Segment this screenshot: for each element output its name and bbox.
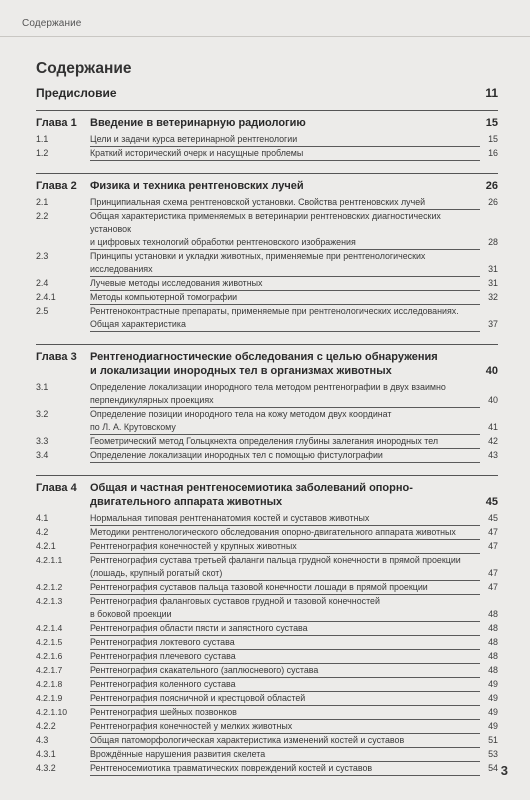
entry-page: 48 xyxy=(488,609,498,619)
entry-page: 48 xyxy=(488,665,498,675)
entry-text xyxy=(90,291,498,305)
entry-number: 4.2.1.2 xyxy=(36,582,63,592)
chapter-rule xyxy=(36,344,498,345)
toc-entry xyxy=(36,250,498,277)
entry-line-text: Рентгенография локтевого сустава xyxy=(90,637,235,647)
entry-line xyxy=(90,449,498,463)
entry-line-text: исследованиях xyxy=(90,264,153,274)
entry-page: 40 xyxy=(488,395,498,405)
entry-text xyxy=(90,133,498,147)
page-number: 3 xyxy=(500,763,508,778)
running-head: Содержание xyxy=(22,18,82,29)
entry-text xyxy=(90,595,498,622)
entry-number: 3.4 xyxy=(36,450,49,460)
toc-entry xyxy=(36,196,498,210)
entry-number: 2.4.1 xyxy=(36,292,56,302)
toc-entry xyxy=(36,622,498,636)
entry-text xyxy=(90,540,498,554)
entry-page: 53 xyxy=(488,749,498,759)
entry-page: 49 xyxy=(488,693,498,703)
entry-text xyxy=(90,636,498,650)
toc-entry xyxy=(36,595,498,622)
toc-entry xyxy=(36,734,498,748)
entry-number: 2.3 xyxy=(36,251,49,261)
entry-page: 48 xyxy=(488,651,498,661)
entry-page: 16 xyxy=(488,148,498,158)
entry-line-text: Определение локализации инородного тела методом рентгенографии в двух взаимно xyxy=(90,382,446,392)
entry-page: 54 xyxy=(488,763,498,773)
entry-number: 1.1 xyxy=(36,134,49,144)
entry-line-text: Методики рентгенологического обследования опорно-двигательного аппарата животных xyxy=(90,527,456,537)
entry-line xyxy=(90,581,498,595)
entry-page: 31 xyxy=(488,264,498,274)
entry-line xyxy=(90,435,498,449)
entry-line xyxy=(90,595,480,608)
preface-label: Предисловие xyxy=(36,86,117,100)
entry-page: 31 xyxy=(488,278,498,288)
entry-page: 49 xyxy=(488,679,498,689)
entry-text xyxy=(90,734,498,748)
entry-number: 2.1 xyxy=(36,197,49,207)
chapter-number: Глава 1 xyxy=(36,117,77,129)
entry-line-text: Краткий исторический очерк и насущные проблемы xyxy=(90,148,304,158)
chapter-page: 26 xyxy=(485,180,498,192)
entry-page: 32 xyxy=(488,292,498,302)
entry-line xyxy=(90,196,498,210)
chapter-heading xyxy=(36,116,498,130)
entry-number: 3.2 xyxy=(36,409,49,419)
entry-line xyxy=(90,277,498,291)
entry-page: 47 xyxy=(488,541,498,551)
entry-text xyxy=(90,196,498,210)
chapter-title-line: Общая и частная рентгеносемиотика заболеваний опорно- xyxy=(90,482,413,494)
entry-text xyxy=(90,277,498,291)
entry-number: 4.2.1.10 xyxy=(36,707,68,717)
chapter-page: 40 xyxy=(485,365,498,377)
entry-page: 49 xyxy=(488,707,498,717)
entry-line-text: Рентгенография суставов пальца тазовой конечности лошади в прямой проекции xyxy=(90,582,428,592)
toc-entry xyxy=(36,381,498,408)
entry-line-text: Рентгенография коленного сустава xyxy=(90,679,236,689)
chapter-number: Глава 2 xyxy=(36,180,77,192)
entry-line-text: и цифровых технологий обработки рентгеновского изображения xyxy=(90,237,356,247)
entry-number: 3.3 xyxy=(36,436,49,446)
chapter-title-line: Введение в ветеринарную радиологию xyxy=(90,117,306,129)
entry-line xyxy=(90,421,498,435)
entry-line xyxy=(90,706,498,720)
entry-line-text: Лучевые методы исследования животных xyxy=(90,278,263,288)
toc-entry xyxy=(36,748,498,762)
entry-line-text: Определение локализации инородных тел с помощью фистулографии xyxy=(90,450,383,460)
entry-number: 3.1 xyxy=(36,382,49,392)
entry-page: 48 xyxy=(488,637,498,647)
entry-text xyxy=(90,650,498,664)
entry-page: 15 xyxy=(488,134,498,144)
entry-text xyxy=(90,748,498,762)
entry-line xyxy=(90,636,498,650)
entry-line xyxy=(90,381,480,394)
entry-line xyxy=(90,720,498,734)
entry-line xyxy=(90,692,498,706)
entry-line xyxy=(90,394,498,408)
entry-line xyxy=(90,318,498,332)
entry-line-text: Принципы установки и укладки животных, применяемые при рентгенологических xyxy=(90,251,426,261)
entry-line-text: Рентгенография плечевого сустава xyxy=(90,651,236,661)
toc-entry xyxy=(36,650,498,664)
entry-line-text: Рентгеноконтрастные препараты, применяемые при рентгенологических исследованиях. xyxy=(90,306,459,316)
entry-text xyxy=(90,147,498,161)
chapter-rule xyxy=(36,475,498,476)
preface-page: 11 xyxy=(485,86,498,100)
entry-text xyxy=(90,622,498,636)
entry-line-text: Рентгенография области пясти и запястного сустава xyxy=(90,623,308,633)
entry-line xyxy=(90,608,498,622)
entry-number: 4.2.1.5 xyxy=(36,637,63,647)
entry-number: 4.2.1.8 xyxy=(36,679,63,689)
entry-line-text: Геометрический метод Гольцкнехта определения глубины залегания инородных тел xyxy=(90,436,439,446)
toc-entry xyxy=(36,133,498,147)
entry-line-text: Рентгенография конечностей у мелких животных xyxy=(90,721,293,731)
entry-line-text: Методы компьютерной томографии xyxy=(90,292,238,302)
chapter-title xyxy=(90,116,472,130)
toc-entry xyxy=(36,408,498,435)
chapter-title xyxy=(90,179,472,193)
chapter-page: 15 xyxy=(485,117,498,129)
preface-entry xyxy=(36,86,498,104)
entry-line-text: Нормальная типовая рентгенанатомия костей и суставов животных xyxy=(90,513,370,523)
chapter-number: Глава 3 xyxy=(36,351,77,363)
entry-text xyxy=(90,408,498,435)
entry-line-text: Определение позиции инородного тела на кожу методом двух координат xyxy=(90,409,392,419)
toc-entry xyxy=(36,540,498,554)
entry-number: 4.3.1 xyxy=(36,749,56,759)
entry-line-text: Общая патоморфологическая характеристика изменений костей и суставов xyxy=(90,735,405,745)
toc-entry xyxy=(36,692,498,706)
toc-entry xyxy=(36,449,498,463)
toc-entry xyxy=(36,706,498,720)
toc-entry xyxy=(36,210,498,250)
chapter-title-line: Физика и техника рентгеновских лучей xyxy=(90,180,304,192)
toc-entry xyxy=(36,720,498,734)
entry-text xyxy=(90,692,498,706)
entry-line xyxy=(90,748,498,762)
entry-text xyxy=(90,554,498,581)
entry-line-text: Рентгенография конечностей у крупных животных xyxy=(90,541,297,551)
chapter-heading xyxy=(36,481,498,509)
toc-entry xyxy=(36,435,498,449)
toc-entry xyxy=(36,305,498,332)
chapter-title xyxy=(90,481,472,509)
entry-line-text: в боковой проекции xyxy=(90,609,172,619)
entry-line xyxy=(90,540,498,554)
chapter-heading xyxy=(36,179,498,193)
chapter-title-line: двигательного аппарата животных xyxy=(90,496,283,508)
entry-line xyxy=(90,236,498,250)
toc-entry xyxy=(36,291,498,305)
entry-line xyxy=(90,263,498,277)
toc-entry xyxy=(36,554,498,581)
entry-page: 42 xyxy=(488,436,498,446)
entry-line-text: перпендикулярных проекциях xyxy=(90,395,214,405)
entry-line xyxy=(90,762,498,776)
entry-line xyxy=(90,650,498,664)
entry-number: 4.2.1.3 xyxy=(36,596,63,606)
entry-line xyxy=(90,210,480,236)
entry-number: 4.1 xyxy=(36,513,49,523)
entry-page: 47 xyxy=(488,582,498,592)
toc-entry xyxy=(36,512,498,526)
entry-page: 48 xyxy=(488,623,498,633)
chapter-number: Глава 4 xyxy=(36,482,77,494)
entry-number: 2.5 xyxy=(36,306,49,316)
entry-number: 1.2 xyxy=(36,148,49,158)
entry-text xyxy=(90,210,498,250)
entry-page: 47 xyxy=(488,568,498,578)
entry-line xyxy=(90,567,498,581)
chapter-rule xyxy=(36,110,498,111)
entry-number: 4.2 xyxy=(36,527,49,537)
entry-line-text: Рентгенография сустава третьей фаланги пальца грудной конечности в прямой проекции xyxy=(90,555,461,565)
entry-line-text: Рентгенография поясничной и крестцовой областей xyxy=(90,693,306,703)
chapter-title-line: и локализации инородных тел в организмах животных xyxy=(90,365,392,377)
entry-line xyxy=(90,408,480,421)
table-of-contents xyxy=(36,86,498,776)
entry-line-text: (лошадь, крупный рогатый скот) xyxy=(90,568,223,578)
entry-text xyxy=(90,526,498,540)
entry-number: 2.2 xyxy=(36,211,49,221)
entry-number: 4.2.1.9 xyxy=(36,693,63,703)
chapter-title-line: Рентгенодиагностические обследования с целью обнаружения xyxy=(90,351,438,363)
entry-line xyxy=(90,622,498,636)
toc-entry xyxy=(36,762,498,776)
entry-text xyxy=(90,512,498,526)
entry-number: 4.2.1.7 xyxy=(36,665,63,675)
entry-line-text: Общая характеристика применяемых в ветеринарии рентгеновских диагностических установок xyxy=(90,211,441,234)
chapter-page: 45 xyxy=(485,496,498,508)
entry-line xyxy=(90,512,498,526)
entry-line xyxy=(90,133,498,147)
entry-line xyxy=(90,250,480,263)
chapter-title xyxy=(90,350,472,378)
entry-text xyxy=(90,381,498,408)
entry-page: 45 xyxy=(488,513,498,523)
toc-entry xyxy=(36,581,498,595)
entry-line-text: Рентгеносемиотика травматических повреждений костей и суставов xyxy=(90,763,373,773)
entry-number: 4.3 xyxy=(36,735,49,745)
entry-line-text: Рентгенография шейных позвонков xyxy=(90,707,237,717)
entry-line xyxy=(90,526,498,540)
entry-text xyxy=(90,435,498,449)
entry-line xyxy=(90,554,480,567)
entry-line xyxy=(90,147,498,161)
entry-page: 41 xyxy=(488,422,498,432)
entry-text xyxy=(90,664,498,678)
entry-text xyxy=(90,581,498,595)
toc-entry xyxy=(36,277,498,291)
entry-line xyxy=(90,678,498,692)
entry-number: 4.2.1.1 xyxy=(36,555,63,565)
entry-page: 51 xyxy=(488,735,498,745)
chapter-heading xyxy=(36,350,498,378)
entry-line-text: Рентгенография скакательного (заплюсневого) сустава xyxy=(90,665,319,675)
entry-page: 28 xyxy=(488,237,498,247)
entry-number: 2.4 xyxy=(36,278,49,288)
entry-text xyxy=(90,706,498,720)
entry-page: 43 xyxy=(488,450,498,460)
header-rule xyxy=(0,36,530,37)
entry-page: 37 xyxy=(488,319,498,329)
entry-line xyxy=(90,734,498,748)
entry-line-text: Цели и задачи курса ветеринарной рентгенологии xyxy=(90,134,298,144)
entry-line xyxy=(90,305,480,318)
entry-text xyxy=(90,720,498,734)
entry-page: 26 xyxy=(488,197,498,207)
toc-entry xyxy=(36,526,498,540)
chapter-rule xyxy=(36,173,498,174)
entry-line-text: Общая характеристика xyxy=(90,319,186,329)
toc-entry xyxy=(36,664,498,678)
entry-line-text: по Л. А. Крутовскому xyxy=(90,422,176,432)
entry-line-text: Врождённые нарушения развития скелета xyxy=(90,749,266,759)
entry-line xyxy=(90,664,498,678)
entry-number: 4.3.2 xyxy=(36,763,56,773)
entry-number: 4.2.1 xyxy=(36,541,56,551)
toc-entry xyxy=(36,147,498,161)
entry-number: 4.2.1.4 xyxy=(36,623,63,633)
toc-entry xyxy=(36,678,498,692)
entry-text xyxy=(90,250,498,277)
entry-number: 4.2.2 xyxy=(36,721,56,731)
entry-page: 47 xyxy=(488,527,498,537)
entry-line xyxy=(90,291,498,305)
entry-line-text: Принципиальная схема рентгеновской установки. Свойства рентгеновских лучей xyxy=(90,197,426,207)
entry-text xyxy=(90,762,498,776)
entry-page: 49 xyxy=(488,721,498,731)
entry-text xyxy=(90,678,498,692)
entry-number: 4.2.1.6 xyxy=(36,651,63,661)
entry-line-text: Рентгенография фаланговых суставов грудной и тазовой конечностей xyxy=(90,596,380,606)
toc-title: Содержание xyxy=(36,60,132,77)
entry-text xyxy=(90,449,498,463)
toc-entry xyxy=(36,636,498,650)
entry-text xyxy=(90,305,498,332)
